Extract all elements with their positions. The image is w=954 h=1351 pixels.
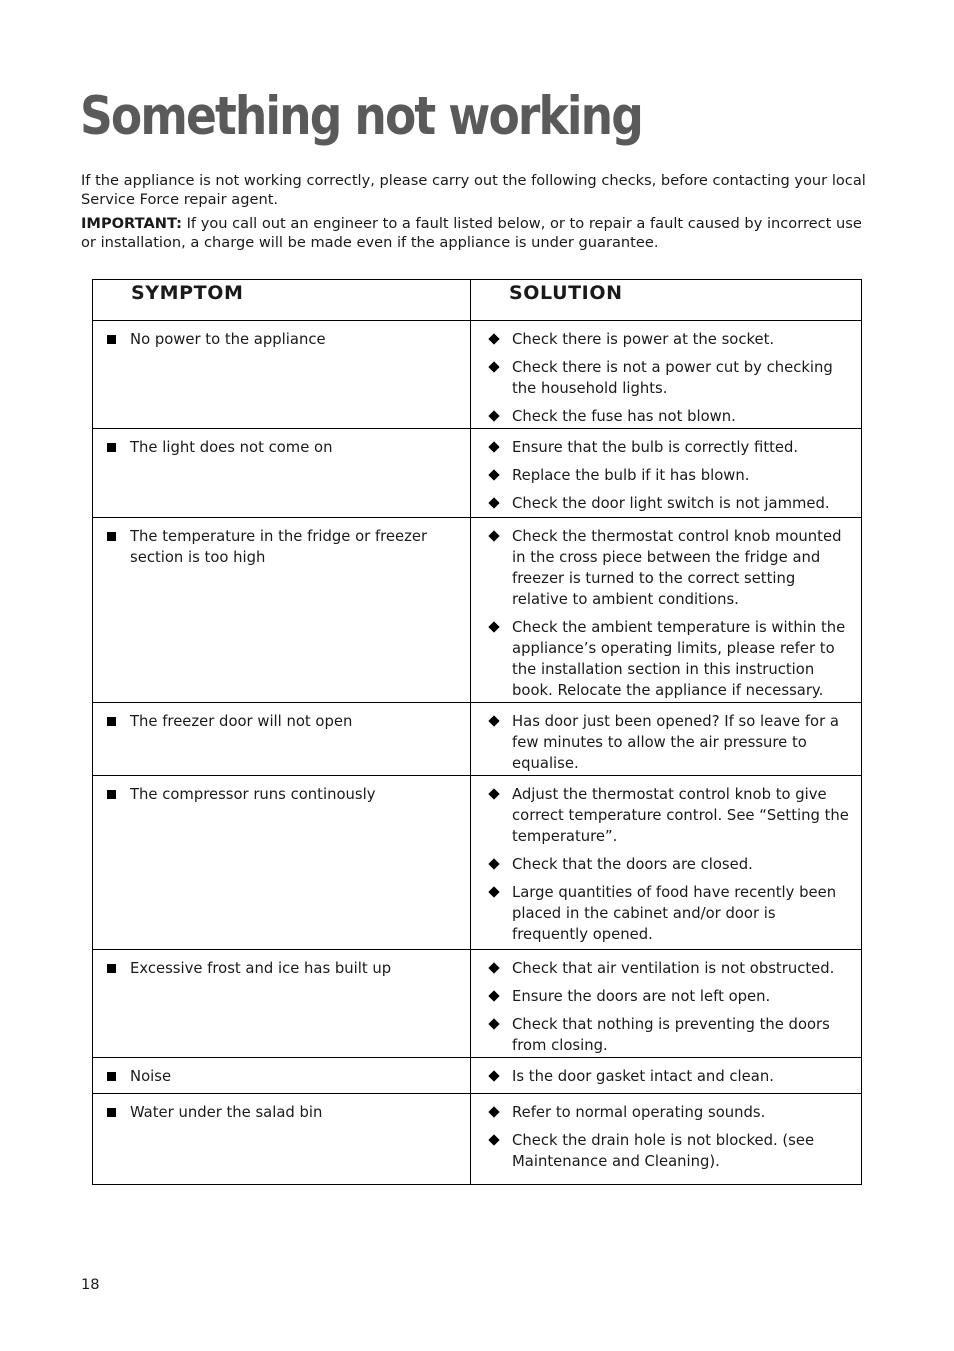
square-bullet-icon xyxy=(107,335,116,344)
solution-text: Ensure that the bulb is correctly fitted. xyxy=(512,439,799,456)
solution-item xyxy=(487,357,855,399)
symptom-text: Excessive frost and ice has built up xyxy=(130,960,392,977)
diamond-bullet-icon xyxy=(488,441,499,452)
diamond-bullet-icon xyxy=(488,1018,499,1029)
solution-cell xyxy=(471,1094,861,1184)
square-bullet-icon xyxy=(107,1108,116,1117)
symptom-cell xyxy=(93,703,471,775)
solution-text: Large quantities of food have recently been placed in the cabinet and/or door is frequently opened. xyxy=(512,884,837,943)
important-paragraph xyxy=(81,214,871,252)
solution-cell xyxy=(471,1058,861,1093)
solution-cell xyxy=(471,518,861,702)
symptom-item xyxy=(107,711,460,732)
diamond-bullet-icon xyxy=(488,410,499,421)
solution-item xyxy=(487,958,855,979)
symptom-text: The compressor runs continously xyxy=(130,786,376,803)
table-row xyxy=(93,949,861,1057)
symptom-item xyxy=(107,526,460,568)
diamond-bullet-icon xyxy=(488,361,499,372)
square-bullet-icon xyxy=(107,790,116,799)
symptom-cell xyxy=(93,321,471,428)
important-text: If you call out an engineer to a fault listed below, or to repair a fault caused by incorrect use or installation, a charge will be made even if the appliance is under guarantee. xyxy=(81,215,862,251)
diamond-bullet-icon xyxy=(488,1106,499,1117)
solution-item xyxy=(487,1014,855,1056)
symptom-cell xyxy=(93,1058,471,1093)
symptom-column-header xyxy=(93,280,471,320)
solution-item xyxy=(487,329,855,350)
solution-text: Ensure the doors are not left open. xyxy=(512,988,771,1005)
important-label: IMPORTANT: xyxy=(81,215,182,232)
solution-text: Check that nothing is preventing the doors from closing. xyxy=(512,1016,830,1054)
symptom-text: The light does not come on xyxy=(130,439,333,456)
table-row xyxy=(93,1057,861,1093)
diamond-bullet-icon xyxy=(488,530,499,541)
symptom-item xyxy=(107,329,460,350)
solution-text: Check the door light switch is not jammed. xyxy=(512,495,830,512)
diamond-bullet-icon xyxy=(488,1070,499,1081)
page-title: Something not working xyxy=(80,86,642,147)
solution-item xyxy=(487,493,855,514)
symptom-text: No power to the appliance xyxy=(130,331,326,348)
solution-item xyxy=(487,784,855,847)
square-bullet-icon xyxy=(107,964,116,973)
symptom-cell xyxy=(93,776,471,949)
symptom-text: Water under the salad bin xyxy=(130,1104,323,1121)
diamond-bullet-icon xyxy=(488,990,499,1001)
diamond-bullet-icon xyxy=(488,858,499,869)
solution-item xyxy=(487,711,855,774)
solution-text: Has door just been opened? If so leave for a few minutes to allow the air pressure to equalise. xyxy=(512,713,839,772)
solution-text: Check the ambient temperature is within the appliance’s operating limits, please refer to the installation section in this instruction book. Relocate the appliance if necessary. xyxy=(512,619,846,699)
table-row xyxy=(93,320,861,428)
diamond-bullet-icon xyxy=(488,1134,499,1145)
solution-item xyxy=(487,1130,855,1172)
square-bullet-icon xyxy=(107,443,116,452)
diamond-bullet-icon xyxy=(488,621,499,632)
symptom-item xyxy=(107,1102,460,1123)
solution-item xyxy=(487,617,855,701)
symptom-cell xyxy=(93,518,471,702)
symptom-cell xyxy=(93,1094,471,1184)
diamond-bullet-icon xyxy=(488,962,499,973)
square-bullet-icon xyxy=(107,1072,116,1081)
symptom-item xyxy=(107,958,460,979)
table-header-row xyxy=(93,280,861,320)
intro-section xyxy=(81,171,871,257)
table-row xyxy=(93,1093,861,1184)
solution-item xyxy=(487,1066,855,1087)
solution-text: Check the fuse has not blown. xyxy=(512,408,736,425)
solution-text: Check the thermostat control knob mounted in the cross piece between the fridge and freezer is turned to the correct setting relative to ambient conditions. xyxy=(512,528,842,608)
symptom-item xyxy=(107,437,460,458)
solution-text: Is the door gasket intact and clean. xyxy=(512,1068,774,1085)
symptom-header: SYMPTOM xyxy=(131,282,244,304)
diamond-bullet-icon xyxy=(488,788,499,799)
solution-item xyxy=(487,854,855,875)
solution-item xyxy=(487,465,855,486)
table-row xyxy=(93,517,861,702)
symptom-cell xyxy=(93,429,471,517)
solution-cell xyxy=(471,703,861,775)
solution-item xyxy=(487,526,855,610)
diamond-bullet-icon xyxy=(488,715,499,726)
solution-item xyxy=(487,986,855,1007)
symptom-text: The temperature in the fridge or freezer section is too high xyxy=(130,528,428,566)
table-row xyxy=(93,702,861,775)
diamond-bullet-icon xyxy=(488,333,499,344)
solution-text: Replace the bulb if it has blown. xyxy=(512,467,750,484)
solution-text: Check the drain hole is not blocked. (see Maintenance and Cleaning). xyxy=(512,1132,815,1170)
solution-text: Adjust the thermostat control knob to give correct temperature control. See “Setting the temperature”. xyxy=(512,786,849,845)
solution-text: Refer to normal operating sounds. xyxy=(512,1104,766,1121)
symptom-item xyxy=(107,1066,460,1087)
symptom-text: The freezer door will not open xyxy=(130,713,353,730)
square-bullet-icon xyxy=(107,717,116,726)
solution-text: Check that the doors are closed. xyxy=(512,856,753,873)
intro-paragraph: If the appliance is not working correctly, please carry out the following checks, before contacting your local Service Force repair agent. xyxy=(81,172,866,208)
solution-item xyxy=(487,882,855,945)
solution-text: Check there is not a power cut by checking the household lights. xyxy=(512,359,833,397)
solution-item xyxy=(487,406,855,427)
diamond-bullet-icon xyxy=(488,886,499,897)
table-row xyxy=(93,428,861,517)
solution-item xyxy=(487,1102,855,1123)
symptom-text: Noise xyxy=(130,1068,172,1085)
solution-cell xyxy=(471,321,861,428)
symptom-item xyxy=(107,784,460,805)
solution-text: Check there is power at the socket. xyxy=(512,331,775,348)
solution-header: SOLUTION xyxy=(509,282,623,304)
symptom-cell xyxy=(93,950,471,1057)
diamond-bullet-icon xyxy=(488,497,499,508)
solution-cell xyxy=(471,429,861,517)
solution-text: Check that air ventilation is not obstructed. xyxy=(512,960,835,977)
solution-cell xyxy=(471,776,861,949)
diamond-bullet-icon xyxy=(488,469,499,480)
square-bullet-icon xyxy=(107,532,116,541)
table-row xyxy=(93,775,861,949)
troubleshooting-table xyxy=(92,279,862,1185)
solution-column-header xyxy=(471,280,861,320)
solution-cell xyxy=(471,950,861,1057)
page-number: 18 xyxy=(81,1276,100,1293)
solution-item xyxy=(487,437,855,458)
